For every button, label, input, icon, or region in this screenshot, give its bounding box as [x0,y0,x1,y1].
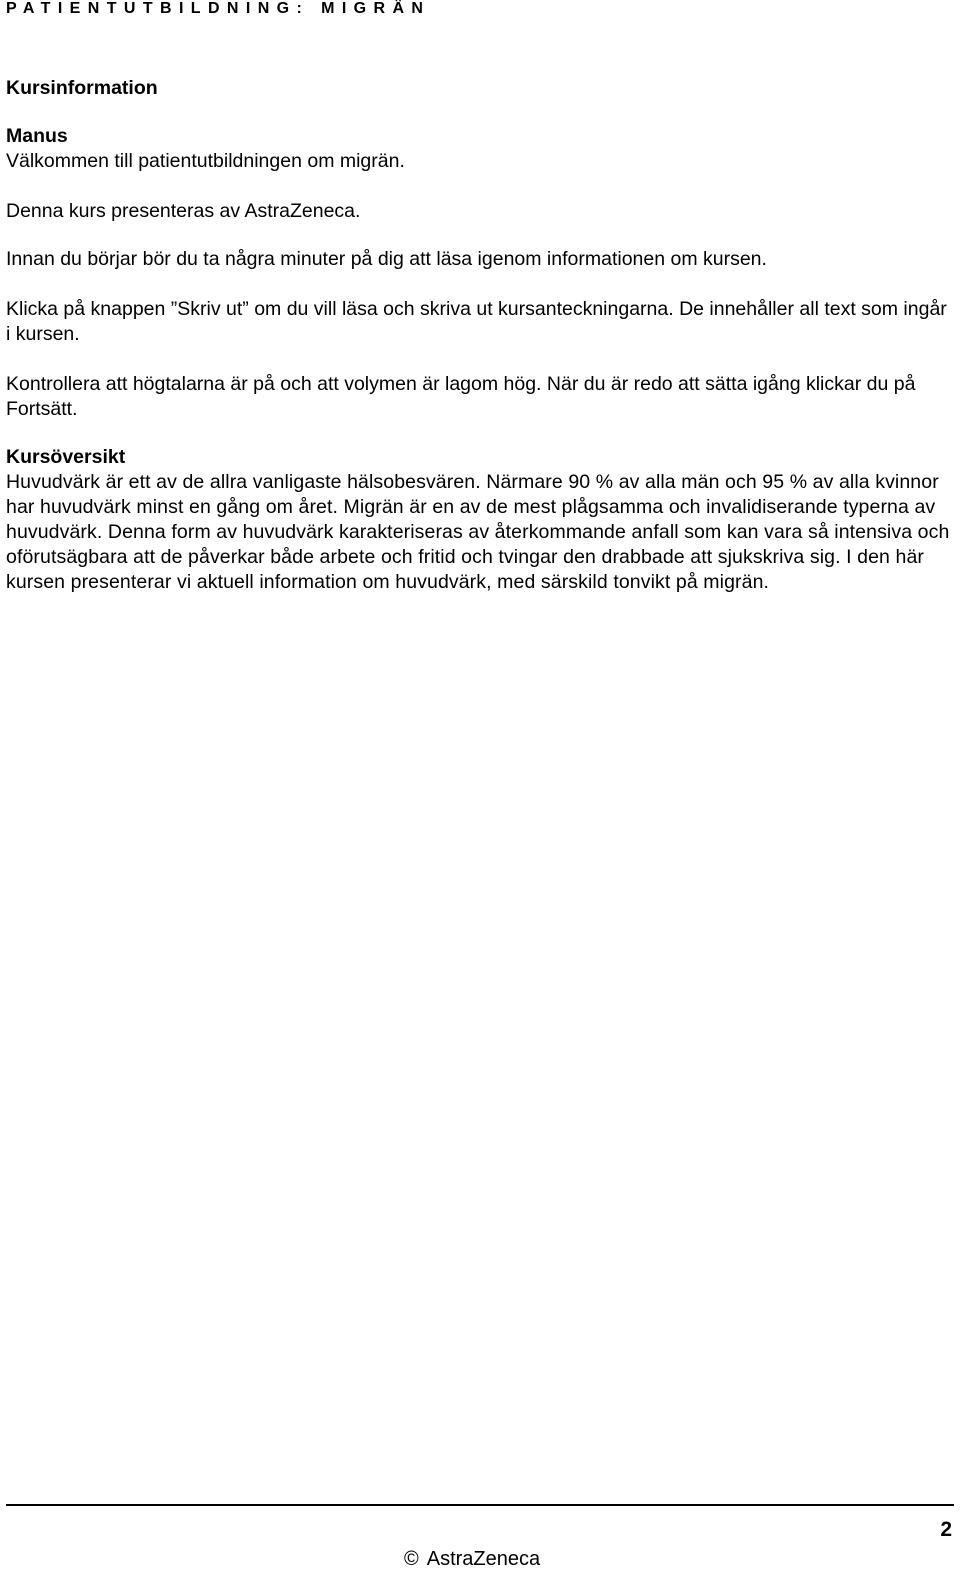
document-header: PATIENTUTBILDNING: MIGRÄN [6,0,431,17]
document-body [6,76,954,595]
instructions-paragraph: Innan du börjar bör du ta några minuter på dig att läsa igenom informationen om kursen. [6,248,767,270]
kursoversikt-heading: Kursöversikt [6,446,126,468]
company-name: AstraZeneca [426,1548,541,1570]
page-number: 2 [940,1518,952,1541]
audio-paragraph: Kontrollera att högtalarna är på och att volymen är lagom hög. När du är redo att sätta igång klickar du på Fortsätt. [6,373,916,420]
kursoversikt-paragraph: Huvudvärk är ett av de allra vanligaste hälsobesvären. Närmare 90 % av alla män och 95 % av alla kvinnor har huvudvärk minst en gång om året. Migrän är en av de mest plågsamma och invalidiserande typerna av huvudvärk. Denna form av huvudvärk karakteriseras av återkommande anfall som kan vara så intensiva och oförutsägbara att de påverkar både arbete och fritid och tvingar den drabbade att sjukskriva sig. I den här kursen presenterar vi aktuell information om huvudvärk, med särskild tonvikt på migrän. [6,471,950,593]
copyright-notice [404,1548,540,1571]
footer-divider [6,1504,954,1506]
intro-paragraph: Välkommen till patientutbildningen om migrän. [6,150,405,172]
kursinformation-heading: Kursinformation [6,77,158,99]
manus-heading: Manus [6,125,68,147]
copyright-icon: © [404,1548,419,1570]
presenter-paragraph: Denna kurs presenteras av AstraZeneca. [6,200,361,222]
print-paragraph: Klicka på knappen ”Skriv ut” om du vill läsa och skriva ut kursanteckningarna. De innehåller all text som ingår i kursen. [6,298,947,345]
